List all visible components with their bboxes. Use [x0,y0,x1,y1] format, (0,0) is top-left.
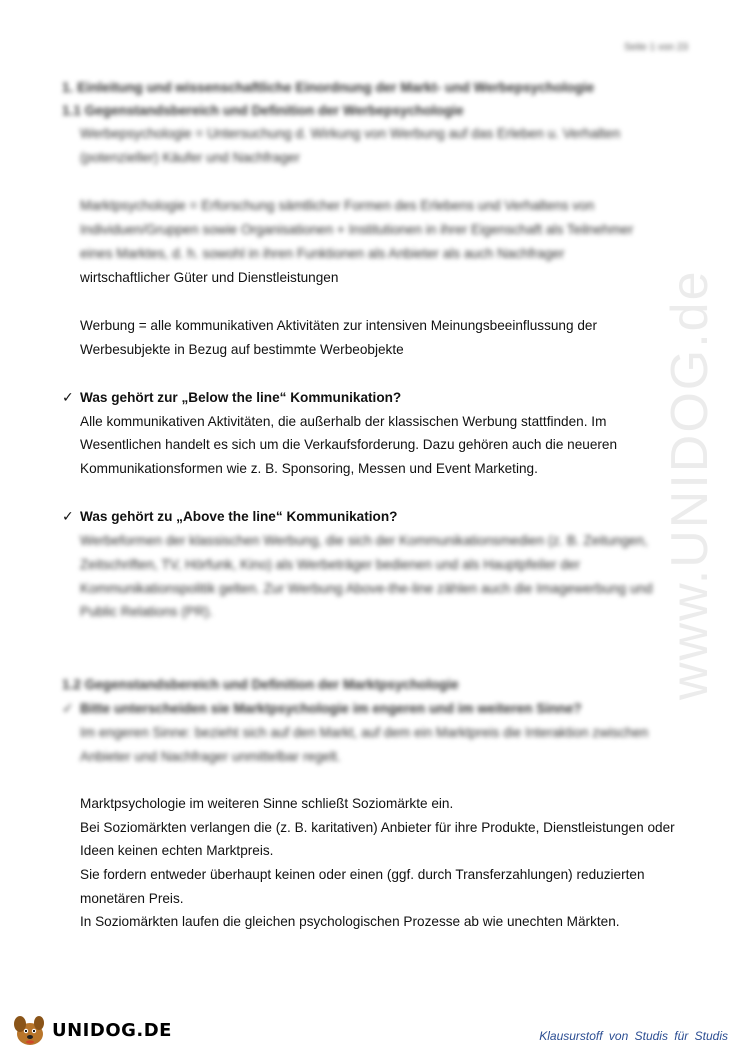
paragraph-line: Bei Soziomärkten verlangen die (z. B. karitativen) Anbieter für ihre Produkte, Dienstleistungen oder [80,820,675,835]
answer-line: Anbieter und Nachfrager unmittelbar regelt. [80,749,341,764]
watermark: www.UNIDOG.de [661,269,719,700]
paragraph-line: In Soziomärkten laufen die gleichen psychologischen Prozesse ab wie unechten Märkten. [80,914,620,929]
question-title: Was gehört zu „Above the line“ Kommunikation? [80,509,398,524]
answer-line: Zeitschriften, TV, Hörfunk, Kino) als Werbeträger bedienen und als Hauptpfeiler der [80,557,580,572]
answer-line: Kommunikationsformen wie z. B. Sponsoring, Messen und Event Marketing. [80,461,538,476]
checkmark-icon: ✓ [62,508,74,524]
dog-mascot-icon [10,1012,50,1048]
paragraph-line: eines Marktes, d. h. sowohl in ihren Funktionen als Anbieter als auch Nachfrager [80,246,565,261]
checkmark-icon: ✓ [62,700,74,716]
page-number: Seite 1 von 23 [624,42,688,53]
paragraph-line: Werbesubjekte in Bezug auf bestimmte Werbeobjekte [80,342,404,357]
paragraph-line: (potenzieller) Käufer und Nachfrager [80,150,300,165]
subsection-heading: 1.2 Gegenstandsbereich und Definition der Marktpsychologie [62,677,459,692]
paragraph-line: Werbung = alle kommunikativen Aktivitäten zur intensiven Meinungsbeeinflussung der [80,318,597,333]
answer-line: Kommunikationspolitik gelten. Zur Werbung Above-the-line zählen auch die Imagewerbung und [80,581,653,596]
section-heading: 1. Einleitung und wissenschaftliche Einordnung der Markt- und Werbepsychologie [62,80,595,95]
paragraph-line: Marktpsychologie im weiteren Sinne schließt Soziomärkte ein. [80,796,454,811]
question-title: Bitte unterscheiden sie Marktpsychologie im engeren und im weiteren Sinne? [80,701,582,716]
paragraph-line: Marktpsychologie = Erforschung sämtlicher Formen des Erlebens und Verhaltens von [80,198,595,213]
answer-line: Alle kommunikativen Aktivitäten, die außerhalb der klassischen Werbung stattfinden. Im [80,414,607,429]
paragraph-line: wirtschaftlicher Güter und Dienstleistungen [80,270,339,285]
answer-line: Werbeformen der klassischen Werbung, die sich der Kommunikationsmedien (z. B. Zeitungen, [80,533,648,548]
answer-line: Im engeren Sinne: bezieht sich auf den Markt, auf dem ein Marktpreis die Interaktion zwischen [80,725,649,740]
logo-text: UNIDOG.DE [52,1019,172,1041]
paragraph-line: Sie fordern entweder überhaupt keinen oder einen (ggf. durch Transferzahlungen) reduzierten [80,867,645,882]
checkmark-icon: ✓ [62,389,74,405]
paragraph-line: Individuen/Gruppen sowie Organisationen + Institutionen in ihrer Eigenschaft als Teilnehmer [80,222,634,237]
subsection-heading: 1.1 Gegenstandsbereich und Definition der Werbepsychologie [62,103,464,118]
footer-tagline: Klausurstoff von Studis für Studis [539,1029,728,1043]
answer-line: Public Relations (PR). [80,604,213,619]
answer-line: Wesentlichen handelt es sich um die Verkaufsforderung. Dazu gehören auch die neueren [80,437,618,452]
question-title: Was gehört zur „Below the line“ Kommunikation? [80,390,402,405]
paragraph-line: Werbepsychologie = Untersuchung d. Wirkung von Werbung auf das Erleben u. Verhalten [80,126,621,141]
paragraph-line: monetären Preis. [80,891,184,906]
paragraph-line: Ideen keinen echten Marktpreis. [80,843,274,858]
unidog-logo [10,1012,172,1048]
